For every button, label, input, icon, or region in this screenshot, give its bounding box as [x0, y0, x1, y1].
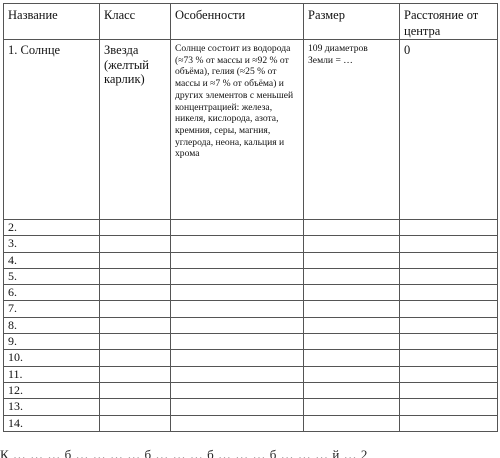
cell-distance [400, 220, 498, 236]
cell-class [100, 301, 171, 317]
cell-class [100, 366, 171, 382]
cell-class [100, 236, 171, 252]
cell-size [304, 382, 400, 398]
cell-size [304, 399, 400, 415]
cell-features [171, 301, 304, 317]
cell-features [171, 268, 304, 284]
cell-class [100, 220, 171, 236]
table-row [4, 317, 498, 333]
table-row [4, 220, 498, 236]
cell-name: 12. [4, 382, 100, 398]
cell-class [100, 350, 171, 366]
cell-size [304, 415, 400, 431]
cell-distance [400, 317, 498, 333]
cell-features [171, 415, 304, 431]
table-row [4, 285, 498, 301]
cell-features [171, 252, 304, 268]
cell-size [304, 301, 400, 317]
cell-distance [400, 252, 498, 268]
cell-distance [400, 366, 498, 382]
cell-size: 109 диаметров Земли = … [304, 40, 400, 220]
cell-features [171, 236, 304, 252]
cell-size [304, 252, 400, 268]
cell-features [171, 285, 304, 301]
cell-name: 14. [4, 415, 100, 431]
cell-name: 2. [4, 220, 100, 236]
table-row [4, 350, 498, 366]
header-class: Класс [100, 4, 171, 40]
cell-distance [400, 382, 498, 398]
cell-class [100, 317, 171, 333]
cell-distance [400, 236, 498, 252]
table-row [4, 252, 498, 268]
cell-size [304, 334, 400, 350]
cell-name: 6. [4, 285, 100, 301]
cell-name: 10. [4, 350, 100, 366]
table-row [4, 415, 498, 431]
cell-name: 3. [4, 236, 100, 252]
cell-class [100, 415, 171, 431]
table-row [4, 382, 498, 398]
cell-distance [400, 334, 498, 350]
cell-size [304, 220, 400, 236]
cell-class [100, 285, 171, 301]
cell-distance [400, 350, 498, 366]
cell-distance [400, 285, 498, 301]
cell-size [304, 285, 400, 301]
cell-name: 4. [4, 252, 100, 268]
cell-features [171, 366, 304, 382]
cell-distance: 0 [400, 40, 498, 220]
cell-size [304, 268, 400, 284]
cell-class [100, 334, 171, 350]
cell-class [100, 399, 171, 415]
table-row [4, 366, 498, 382]
cell-features [171, 220, 304, 236]
header-distance: Расстояние от центра [400, 4, 498, 40]
cell-features [171, 317, 304, 333]
table-row [4, 40, 498, 220]
cell-name: 5. [4, 268, 100, 284]
cell-name: 9. [4, 334, 100, 350]
header-features: Особенности [171, 4, 304, 40]
cell-class: Звезда (желтый карлик) [100, 40, 171, 220]
table-row [4, 301, 498, 317]
table-header-row [4, 4, 498, 40]
cell-name: 8. [4, 317, 100, 333]
cell-distance [400, 415, 498, 431]
table-row [4, 334, 498, 350]
cell-features [171, 350, 304, 366]
cell-features [171, 399, 304, 415]
cell-distance [400, 301, 498, 317]
header-name: Название [4, 4, 100, 40]
planets-table [3, 3, 498, 432]
table-row [4, 268, 498, 284]
cell-features: Солнце состоит из водорода (≈73 % от массы и ≈92 % от объёма), гелия (≈25 % от массы и ≈7 % от объёма) и других элементов с меньшей концентрацией: железа, никеля, кислорода, азота, кремния, серы, магния, углерода, неона, кальция и хрома [171, 40, 304, 220]
cell-class [100, 382, 171, 398]
cell-name: 11. [4, 366, 100, 382]
cell-size [304, 366, 400, 382]
cell-name: 7. [4, 301, 100, 317]
cell-size [304, 236, 400, 252]
cell-name: 1. Солнце [4, 40, 100, 220]
cell-name: 13. [4, 399, 100, 415]
table-row [4, 399, 498, 415]
table-row [4, 236, 498, 252]
cell-features [171, 334, 304, 350]
cell-size [304, 317, 400, 333]
cell-distance [400, 268, 498, 284]
cell-class [100, 268, 171, 284]
cut-off-text: К … … … б … … … … б … … … б … … … б … … … й … 2 [0, 447, 368, 458]
cell-size [304, 350, 400, 366]
cell-class [100, 252, 171, 268]
cell-distance [400, 399, 498, 415]
header-size: Размер [304, 4, 400, 40]
cell-features [171, 382, 304, 398]
